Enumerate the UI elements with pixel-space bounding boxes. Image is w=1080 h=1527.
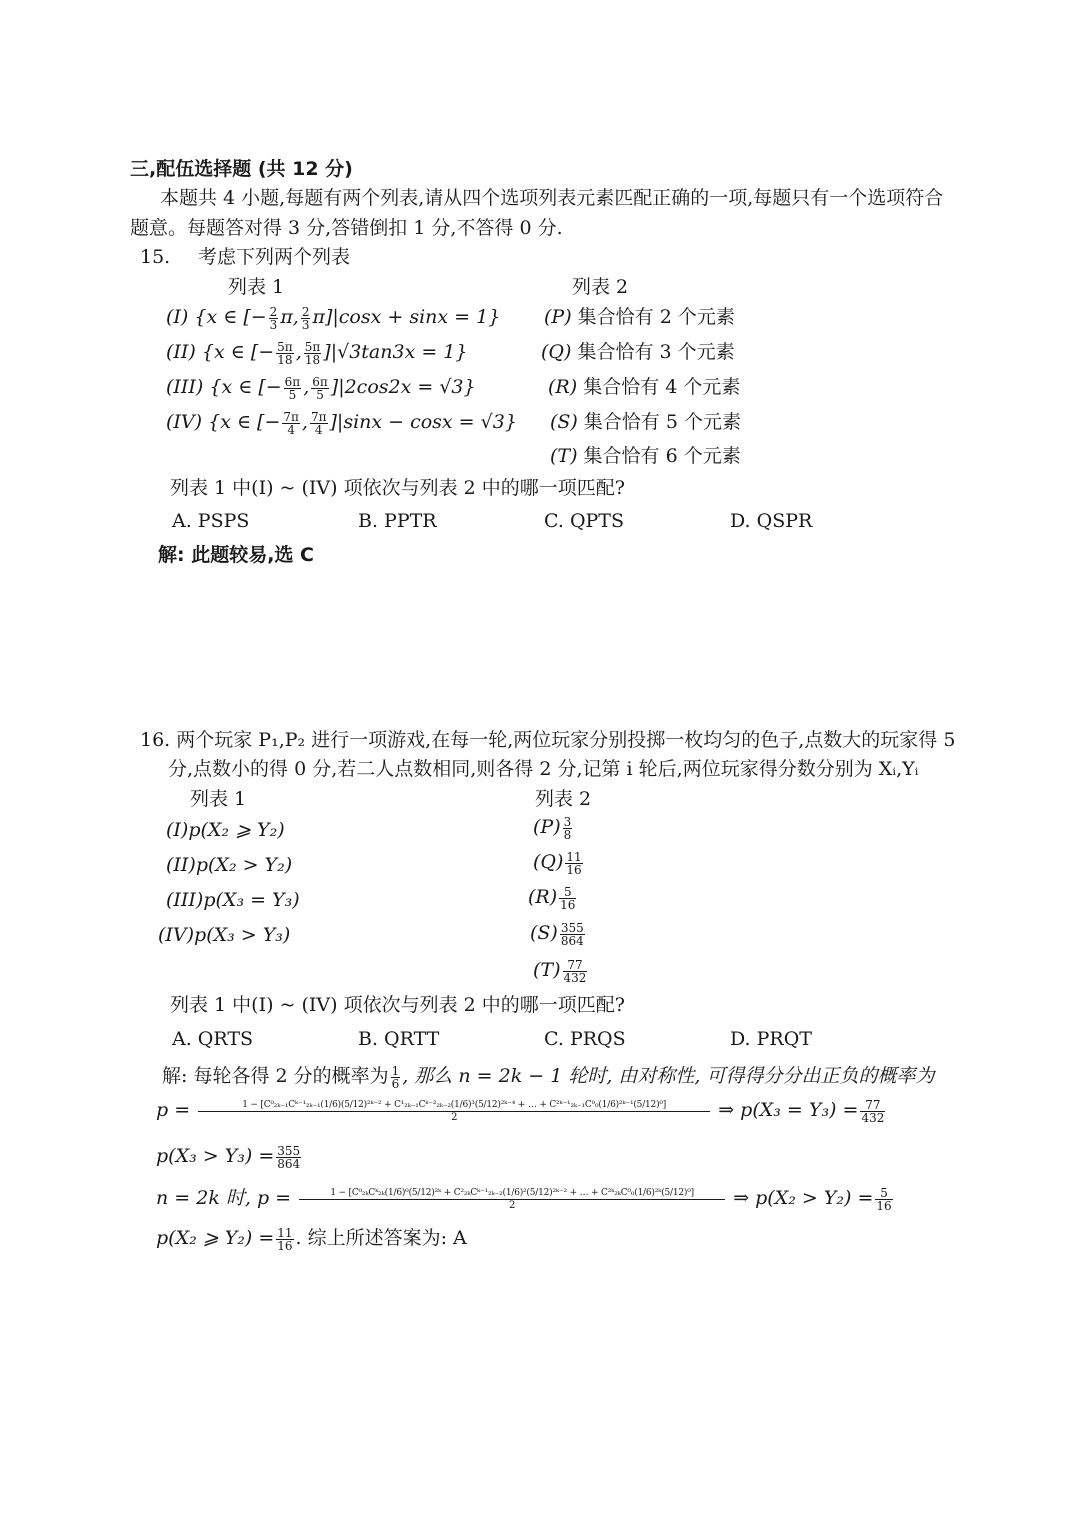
q16-stem-line2: 分,点数小的得 0 分,若二人点数相同,则各得 2 分,记第 i 轮后,两位玩家得分数分别为 Xᵢ,Yᵢ: [168, 758, 919, 780]
q15-list2-title: 列表 2: [572, 276, 629, 298]
q15-stem: 考虑下列两个列表: [198, 246, 351, 268]
q16-list1-item: (I)p(X₂ ⩾ Y₂): [166, 819, 285, 841]
q16-list1-item: (II)p(X₂ > Y₂): [166, 854, 293, 876]
q16-option-b: B. QRTT: [358, 1028, 440, 1050]
q16-stem-line1: 16. 两个玩家 P₁,P₂ 进行一项游戏,在每一轮,两位玩家分别投掷一枚均匀的色子,点数大的玩家得 5: [140, 729, 956, 751]
q15-list1-item: (II) {x ∈ [− $\frac{5\pi}{18}$ , $\frac{5\pi}{18}$ ]|√3tan3x = 1}: [166, 339, 468, 367]
q16-solution-line1: 解: 每轮各得 2 分的概率为 $\frac{1}{6}$ , 那么 n = 2k − 1 轮时, 由对称性, 可得得分分出正负的概率为: [162, 1063, 935, 1091]
q16-option-d: D. PRQT: [730, 1028, 812, 1050]
q16-list2-item: (S) $\frac{355}{864}$: [530, 920, 584, 948]
q16-list2-item: (T) $\frac{77}{432}$: [533, 957, 587, 985]
q15-number: 15.: [140, 246, 171, 268]
q15-solution: 解: 此题较易,选 C: [158, 544, 314, 566]
q15-list1-item: (III) {x ∈ [− $\frac{6\pi}{5}$ , $\frac{6\pi}{5}$ ]|2cos2x = √3}: [166, 374, 476, 402]
q16-solution-line2: p = 1 − [C⁰₂ₖ₋₁Cᵏ⁻¹₂ₖ₋₁(1/6)(5/12)²ᵏ⁻² + C¹₂ₖ₋₁Cᵏ⁻²₂ₖ₋₂(1/6)³(5/12)²ᵏ⁻⁴ + … + C²ᵏ⁻¹₂ₖ₋₁C⁰₀(1/6)²ᵏ⁻¹(5/12)⁰] 2 ⇒ p(X₃ = Y₃) = $\frac{77}{432}$: [156, 1097, 885, 1125]
q16-option-c: C. PRQS: [544, 1028, 626, 1050]
section-intro-line1: 本题共 4 小题,每题有两个列表,请从四个选项列表元素匹配正确的一项,每题只有一个选项符合: [160, 187, 944, 209]
q16-solution-line3: p(X₃ > Y₃) = $\frac{355}{864}$: [156, 1143, 301, 1171]
q16-solution-line5: p(X₂ ⩾ Y₂) = $\frac{11}{16}$ . 综上所述答案为: A: [156, 1225, 467, 1253]
q16-prompt: 列表 1 中(I) ~ (IV) 项依次与列表 2 中的哪一项匹配?: [170, 994, 625, 1016]
q16-list1-item: (III)p(X₃ = Y₃): [166, 889, 300, 911]
q15-list2-item: (R) 集合恰有 4 个元素: [548, 376, 741, 398]
section-heading: 三,配伍选择题 (共 12 分): [130, 158, 353, 180]
q15-option-d: D. QSPR: [730, 510, 813, 532]
q15-list2-item: (Q) 集合恰有 3 个元素: [541, 341, 735, 363]
q16-list2-item: (P) $\frac{3}{8}$: [533, 814, 572, 842]
q15-prompt: 列表 1 中(I) ~ (IV) 项依次与列表 2 中的哪一项匹配?: [170, 477, 625, 499]
q16-list1-item: (IV)p(X₃ > Y₃): [158, 924, 291, 946]
q15-list1-title: 列表 1: [228, 276, 285, 298]
q15-list1-item: (I) {x ∈ [− $\frac{2}{3}$ π, $\frac{2}{3}$ π]|cosx + sinx = 1}: [166, 304, 501, 332]
q15-option-b: B. PPTR: [358, 510, 437, 532]
q16-list2-title: 列表 2: [535, 788, 592, 810]
q15-list2-item: (P) 集合恰有 2 个元素: [544, 306, 735, 328]
q15-list2-item: (S) 集合恰有 5 个元素: [550, 411, 742, 433]
q16-list2-item: (R) $\frac{5}{16}$: [528, 884, 576, 912]
q15-list1-item: (IV) {x ∈ [− $\frac{7\pi}{4}$ , $\frac{7\pi}{4}$ ]|sinx − cosx = √3}: [166, 409, 517, 437]
q15-option-c: C. QPTS: [544, 510, 624, 532]
section-intro-line2: 题意。每题答对得 3 分,答错倒扣 1 分,不答得 0 分.: [130, 217, 563, 239]
q16-solution-line4: n = 2k 时, p = 1 − [C⁰₂ₖCᵏ₂ₖ(1/6)⁰(5/12)²ᵏ + C²₂ₖCᵏ⁻¹₂ₖ₋₂(1/6)²(5/12)²ᵏ⁻² + … + C²ᵏ₂ₖC⁰₀(1/6)²ᵏ(5/12)⁰] 2 ⇒ p(X₂ > Y₂) = $\frac{5}{16}$: [156, 1185, 892, 1213]
q16-option-a: A. QRTS: [172, 1028, 254, 1050]
q15-option-a: A. PSPS: [172, 510, 250, 532]
q16-list2-item: (Q) $\frac{11}{16}$: [533, 849, 582, 877]
q16-list1-title: 列表 1: [190, 788, 247, 810]
q15-list2-item: (T) 集合恰有 6 个元素: [550, 445, 741, 467]
